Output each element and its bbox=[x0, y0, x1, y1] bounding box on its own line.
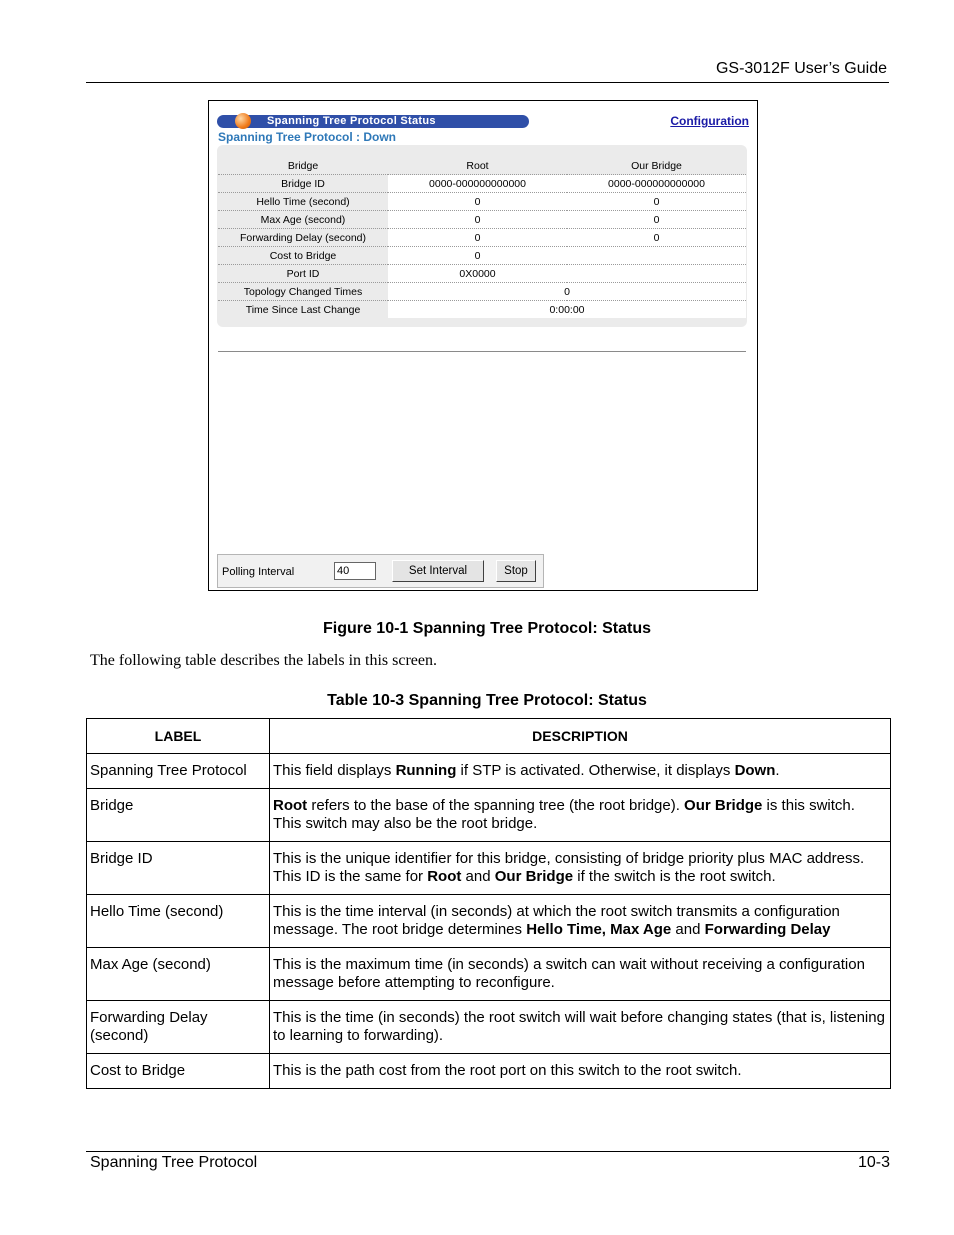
description-text: This is the path cost from the root port on this switch to the root switch. bbox=[273, 1062, 742, 1079]
stp-row bbox=[218, 193, 746, 211]
row-description-cell bbox=[270, 754, 891, 789]
our-bridge-value bbox=[567, 265, 746, 283]
stp-status-screenshot bbox=[208, 100, 758, 591]
footer-rule bbox=[86, 1151, 889, 1152]
row-description-cell bbox=[270, 789, 891, 842]
our-bridge-value: 0 bbox=[567, 229, 746, 247]
label-description-table bbox=[86, 718, 891, 1089]
row-description-cell bbox=[270, 1001, 891, 1054]
header-description: DESCRIPTION bbox=[270, 719, 891, 754]
row-label: Hello Time (second) bbox=[218, 193, 388, 211]
table-caption: Table 10-3 Spanning Tree Protocol: Status bbox=[327, 692, 647, 709]
bold-term: Root bbox=[427, 868, 462, 885]
footer-chapter: Spanning Tree Protocol bbox=[90, 1154, 258, 1171]
column-header-bridge: Bridge bbox=[218, 157, 388, 175]
row-label-cell: Hello Time (second) bbox=[87, 895, 270, 948]
stp-row bbox=[218, 175, 746, 193]
column-header-our-bridge: Our Bridge bbox=[567, 157, 746, 175]
screen-title: Spanning Tree Protocol Status bbox=[267, 115, 436, 127]
description-text: This is the maximum time (in seconds) a switch can wait without receiving a configuration message before attempting to reconfigure. bbox=[273, 956, 865, 991]
bold-term: Root bbox=[273, 797, 308, 814]
stp-row bbox=[218, 211, 746, 229]
span-value: 0:00:00 bbox=[388, 301, 746, 319]
row-label: Topology Changed Times bbox=[218, 283, 388, 301]
root-value: 0000-000000000000 bbox=[388, 175, 567, 193]
document-header-title: GS-3012F User’s Guide bbox=[715, 60, 887, 77]
polling-interval-input[interactable] bbox=[334, 562, 376, 580]
table-row bbox=[87, 895, 891, 948]
row-label: Port ID bbox=[218, 265, 388, 283]
description-text: This is the time interval (in seconds) at which the root switch transmits a configuration message. The root bridge determines bbox=[273, 903, 840, 938]
table-row bbox=[87, 842, 891, 895]
header-rule bbox=[86, 82, 889, 83]
row-label: Max Age (second) bbox=[218, 211, 388, 229]
table-row bbox=[87, 948, 891, 1001]
description-text: This is the unique identifier for this bridge, consisting of bridge priority plus MAC address. This ID is the same for bbox=[273, 850, 865, 885]
set-interval-button[interactable]: Set Interval bbox=[392, 560, 484, 582]
row-label-cell: Forwarding Delay (second) bbox=[87, 1001, 270, 1054]
stp-status-text: Spanning Tree Protocol : Down bbox=[218, 130, 397, 144]
stp-status-table bbox=[218, 157, 746, 318]
description-text: This field displays bbox=[273, 762, 396, 779]
column-header-root: Root bbox=[388, 157, 567, 175]
row-description-cell bbox=[270, 948, 891, 1001]
our-bridge-value: 0 bbox=[567, 193, 746, 211]
stp-row bbox=[218, 265, 746, 283]
screen-title-banner bbox=[217, 115, 529, 128]
configuration-link[interactable]: Configuration bbox=[670, 114, 749, 128]
row-label: Bridge ID bbox=[218, 175, 388, 193]
figure-caption: Figure 10-1 Spanning Tree Protocol: Status bbox=[322, 620, 652, 637]
row-label-cell: Bridge ID bbox=[87, 842, 270, 895]
orange-dot-icon bbox=[235, 113, 251, 129]
polling-interval-label: Polling Interval bbox=[222, 566, 295, 578]
stp-span-row bbox=[218, 301, 746, 319]
bold-term: Our Bridge bbox=[494, 868, 574, 885]
row-label: Cost to Bridge bbox=[218, 247, 388, 265]
description-text: . bbox=[775, 762, 780, 779]
bold-term: Running bbox=[395, 762, 457, 779]
row-label: Time Since Last Change bbox=[218, 301, 388, 319]
description-text: if STP is activated. Otherwise, it displays bbox=[456, 762, 735, 779]
root-value: 0X0000 bbox=[388, 265, 567, 283]
table-header-row bbox=[87, 719, 891, 754]
row-label-cell: Cost to Bridge bbox=[87, 1054, 270, 1089]
root-value: 0 bbox=[388, 247, 567, 265]
table-row bbox=[87, 789, 891, 842]
span-value: 0 bbox=[388, 283, 746, 301]
footer-page-number: 10-3 bbox=[857, 1154, 890, 1171]
description-text: and bbox=[461, 868, 495, 885]
bold-term: Our Bridge bbox=[684, 797, 763, 814]
table-row bbox=[87, 754, 891, 789]
section-divider bbox=[218, 351, 746, 352]
row-label-cell: Spanning Tree Protocol bbox=[87, 754, 270, 789]
description-text: and bbox=[671, 921, 705, 938]
row-label: Forwarding Delay (second) bbox=[218, 229, 388, 247]
bold-term: Hello Time, Max Age bbox=[526, 921, 672, 938]
stp-row bbox=[218, 229, 746, 247]
header-label: LABEL bbox=[87, 719, 270, 754]
stp-header-row bbox=[218, 157, 746, 175]
table-row bbox=[87, 1054, 891, 1089]
table-row bbox=[87, 1001, 891, 1054]
polling-bar bbox=[217, 554, 544, 588]
description-text: refers to the base of the spanning tree (the root bridge). bbox=[307, 797, 685, 814]
description-text: if the switch is the root switch. bbox=[573, 868, 776, 885]
description-text: This is the time (in seconds) the root switch will wait before changing states (that is, listening to learning to forwarding). bbox=[273, 1009, 885, 1044]
root-value: 0 bbox=[388, 211, 567, 229]
description-text: is this switch. This switch may also be the root bridge. bbox=[273, 797, 855, 832]
bold-term: Forwarding Delay bbox=[704, 921, 831, 938]
root-value: 0 bbox=[388, 193, 567, 211]
root-value: 0 bbox=[388, 229, 567, 247]
row-description-cell bbox=[270, 1054, 891, 1089]
stp-row bbox=[218, 247, 746, 265]
our-bridge-value: 0 bbox=[567, 211, 746, 229]
row-label-cell: Max Age (second) bbox=[87, 948, 270, 1001]
row-label-cell: Bridge bbox=[87, 789, 270, 842]
our-bridge-value bbox=[567, 247, 746, 265]
stop-button[interactable]: Stop bbox=[496, 560, 536, 582]
row-description-cell bbox=[270, 842, 891, 895]
intro-paragraph: The following table describes the labels in this screen. bbox=[90, 652, 438, 669]
row-description-cell bbox=[270, 895, 891, 948]
our-bridge-value: 0000-000000000000 bbox=[567, 175, 746, 193]
bold-term: Down bbox=[734, 762, 776, 779]
stp-span-row bbox=[218, 283, 746, 301]
